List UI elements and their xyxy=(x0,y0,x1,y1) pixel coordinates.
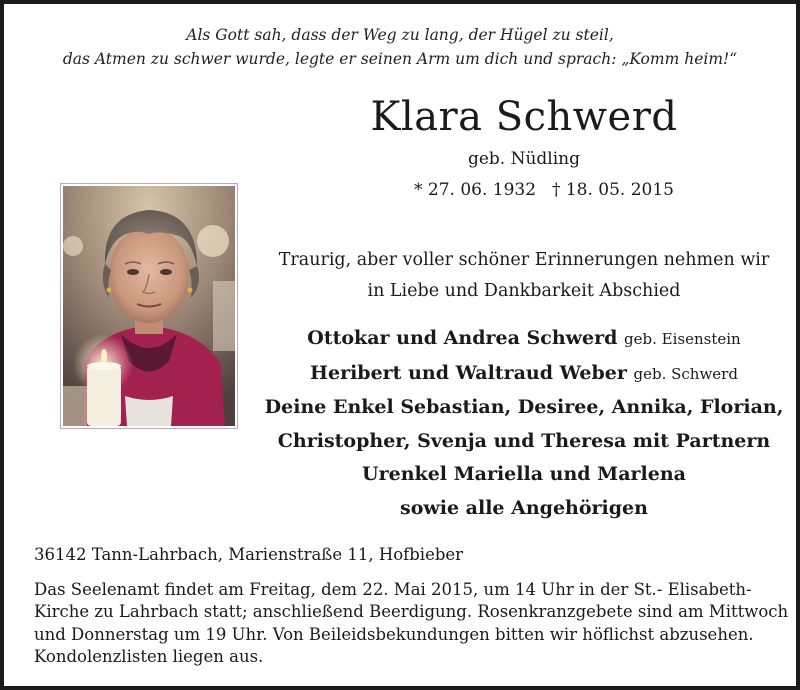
poem xyxy=(4,23,796,71)
service-line-4: Kondolenzlisten liegen aus. xyxy=(34,646,264,666)
mourner-names: Ottokar und Andrea Schwerd xyxy=(307,327,618,349)
deceased-name: Klara Schwerd xyxy=(370,94,678,140)
intro-line-2: in Liebe und Dankbarkeit Abschied xyxy=(367,281,681,301)
mourner-line-6: sowie alle Angehörigen xyxy=(400,496,648,519)
portrait-frame xyxy=(60,183,238,429)
poem-line-2: das Atmen zu schwer wurde, legte er seinen Arm um dich und sprach: „Komm heim!“ xyxy=(62,50,738,68)
mourner-line-3: Deine Enkel Sebastian, Desiree, Annika, Florian, xyxy=(264,396,784,418)
service-line-3: und Donnerstag um 19 Uhr. Von Beileidsbekundungen bitten wir höflichst abzusehen. xyxy=(34,624,754,644)
intro-line-1: Traurig, aber voller schöner Erinnerungen nehmen wir xyxy=(278,250,770,270)
birth-date: * 27. 06. 1932 xyxy=(414,180,537,200)
portrait-photo xyxy=(63,186,235,426)
family-address: 36142 Tann-Lahrbach, Marienstraße 11, Hofbieber xyxy=(34,545,464,564)
mourner-line-1 xyxy=(252,322,796,357)
service-line-2: Kirche zu Lahrbach statt; anschließend Beerdigung. Rosenkranzgebete sind am Mittwoch xyxy=(34,602,789,622)
death-date: † 18. 05. 2015 xyxy=(551,180,674,200)
mourner-born-name: geb. Schwerd xyxy=(633,364,738,383)
mourner-line-4: Christopher, Svenja und Theresa mit Partnern xyxy=(277,429,771,452)
birth-name: geb. Nüdling xyxy=(467,149,581,169)
farewell-intro xyxy=(252,245,796,307)
life-dates xyxy=(414,179,674,201)
mourner-line-2 xyxy=(252,357,796,392)
service-details xyxy=(34,579,788,668)
mourner-names: Heribert und Waltraud Weber xyxy=(310,361,627,384)
mourner-line-5: Urenkel Mariella und Marlena xyxy=(362,463,686,485)
poem-line-1: Als Gott sah, dass der Weg zu lang, der Hügel zu steil, xyxy=(186,26,614,44)
service-line-1: Das Seelenamt findet am Freitag, dem 22. Mai 2015, um 14 Uhr in der St.- Elisabeth- xyxy=(34,580,752,599)
mourners-list xyxy=(252,322,796,525)
mourner-born-name: geb. Eisenstein xyxy=(624,330,741,348)
